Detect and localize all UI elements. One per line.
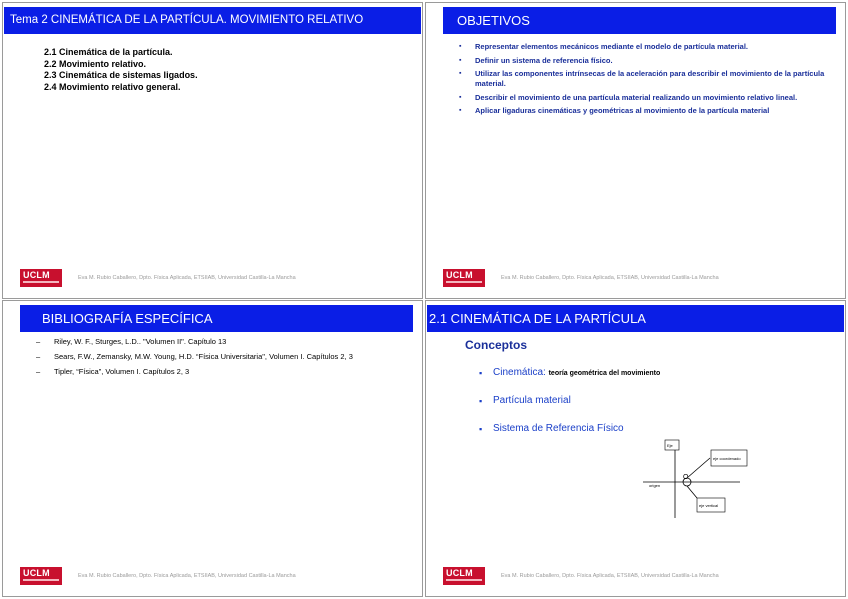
objective-item: ▪ Definir un sistema de referencia físico.: [459, 56, 834, 66]
slide-1: [2, 2, 423, 299]
topic-item: 2.2 Movimiento relativo.: [44, 58, 147, 69]
objectives-list: [459, 42, 834, 120]
right-label-text: eje coordenado: [713, 456, 741, 461]
objective-item: ▪ Representar elementos mecánicos mediante el modelo de partícula material.: [459, 42, 834, 52]
concept-note: teoría geométrica del movimiento: [548, 370, 661, 377]
objective-item: ▪ Describir el movimiento de una partícula material realizando un movimiento relativo lineal.: [459, 93, 834, 103]
topic-item: 2.4 Movimiento relativo general.: [44, 81, 181, 92]
slide-title: Tema 2 CINEMÁTICA DE LA PARTÍCULA. MOVIMIENTO RELATIVO: [4, 7, 421, 34]
objective-item: ▪ Utilizar las componentes intrínsecas de la aceleración para describir el movimiento de la partícula material.: [459, 69, 834, 89]
coordinate-arrow: [687, 458, 710, 478]
bibliography-item: – Tipler, “Física”, Volumen I. Capítulos 2, 3: [36, 367, 406, 377]
concept-label: Partícula material: [493, 395, 571, 406]
topic-item: 2.1 Cinemática de la partícula.: [44, 47, 173, 57]
slide-title: 2.1 CINEMÁTICA DE LA PARTÍCULA: [427, 305, 844, 332]
footer-credit: Eva M. Rubio Caballero, Dpto. Física Aplicada, ETSIIAB, Universidad Castilla-La Mancha: [501, 573, 719, 579]
uclm-logo: UCLM: [20, 269, 62, 287]
footer-credit: Eva M. Rubio Caballero, Dpto. Física Aplicada, ETSIIAB, Universidad Castilla-La Mancha: [501, 275, 719, 281]
bibliography-list: [36, 337, 406, 382]
vertical-arrow: [687, 486, 697, 498]
slide-2: [425, 2, 846, 299]
slide-title: OBJETIVOS: [443, 7, 836, 34]
bibliography-item: – Sears, F.W., Zemansky, M.W. Young, H.D. “Física Universitaria", Volumen I. Capítulos 2, 3: [36, 352, 406, 362]
slide-3: [2, 300, 423, 597]
origin-word: origen: [649, 483, 661, 488]
bibliography-item: – Riley, W. F., Sturges, L.D.. "Volumen II". Capítulo 13: [36, 337, 406, 347]
slide-4: [425, 300, 846, 597]
concept-item: [479, 367, 660, 395]
reference-system-diagram: [625, 430, 755, 520]
uclm-logo: UCLM: [20, 567, 62, 585]
bottom-label-text: eje vertical: [699, 503, 719, 508]
footer-credit: Eva M. Rubio Caballero, Dpto. Física Aplicada, ETSIIAB, Universidad Castilla-La Mancha: [78, 573, 296, 579]
topic-list: [44, 47, 198, 93]
concept-label: Sistema de Referencia Físico: [493, 423, 624, 434]
concept-label: Cinemática:: [493, 367, 546, 378]
uclm-logo: UCLM: [443, 269, 485, 287]
top-label-text: Eje: [667, 443, 673, 448]
objective-item: ▪ Aplicar ligaduras cinemáticas y geométricas al movimiento de la partícula material: [459, 106, 834, 116]
section-heading: Conceptos: [465, 338, 528, 352]
concept-item: [479, 395, 660, 423]
origin-label: O: [683, 474, 689, 481]
uclm-logo: UCLM: [443, 567, 485, 585]
slide-title: BIBLIOGRAFÍA ESPECÍFICA: [20, 305, 413, 332]
topic-item: 2.3 Cinemática de sistemas ligados.: [44, 70, 198, 80]
footer-credit: Eva M. Rubio Caballero, Dpto. Física Aplicada, ETSIIAB, Universidad Castilla-La Mancha: [78, 275, 296, 281]
